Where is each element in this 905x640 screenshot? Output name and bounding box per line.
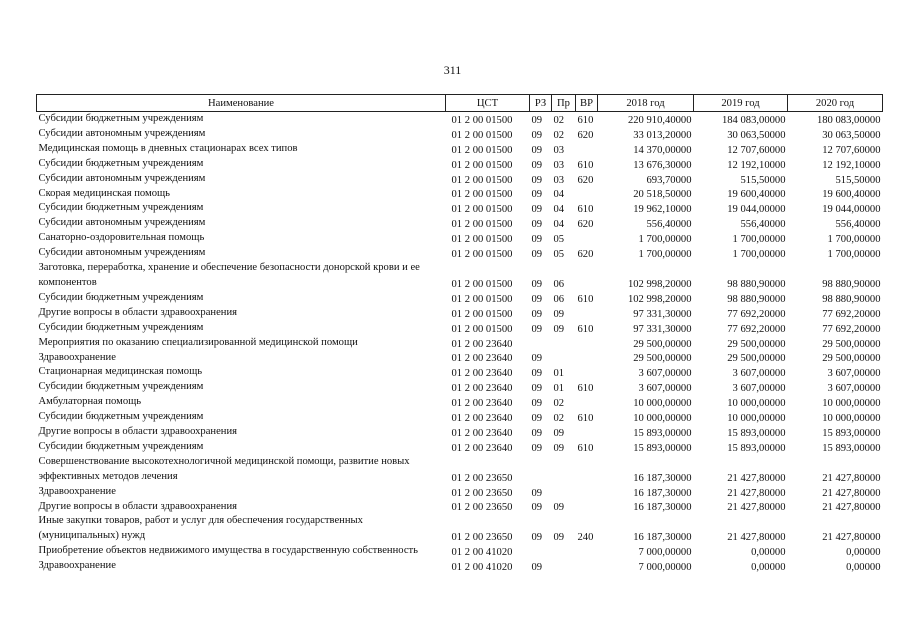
cell-rz: 09 (531, 353, 543, 365)
cell-vr (576, 187, 598, 202)
cell-vr (576, 306, 598, 321)
cell-name: Заготовка, переработка, хранение и обеспечение безопасности донорской крови и ее компонентов (38, 262, 420, 288)
cell-cst: 01 2 00 01500 (451, 114, 513, 126)
table-row (37, 365, 883, 380)
cell-2019: 77 692,20000 (727, 308, 786, 320)
table-row (37, 201, 883, 216)
table-row (37, 351, 883, 366)
cell-name: Субсидии автономным учреждениям (38, 127, 206, 139)
cell-cst: 01 2 00 23640 (451, 442, 513, 454)
cell-2020: 180 083,00000 (816, 114, 881, 126)
cell-2019: 30 063,50000 (727, 129, 786, 141)
cell-2019: 0,00000 (751, 562, 786, 574)
cell-name: Приобретение объектов недвижимого имущества в государственную собственность (38, 545, 418, 557)
cell-2018: 693,70000 (646, 174, 692, 186)
cell-cst: 01 2 00 01500 (451, 308, 513, 320)
cell-cst: 01 2 00 23640 (451, 413, 513, 425)
cell-2019: 19 600,40000 (727, 189, 786, 201)
cell-2018: 19 962,10000 (633, 204, 692, 216)
cell-2018: 97 331,30000 (633, 308, 692, 320)
cell-name: Другие вопросы в области здравоохранения (38, 426, 237, 438)
cell-rz: 09 (531, 502, 543, 514)
cell-2018: 29 500,00000 (633, 338, 692, 350)
cell-name: Другие вопросы в области здравоохранения (38, 306, 237, 318)
budget-table (36, 94, 883, 574)
cell-2020: 29 500,00000 (822, 353, 881, 365)
cell-cst: 01 2 00 23640 (451, 398, 513, 410)
cell-cst: 01 2 00 01500 (451, 129, 513, 141)
cell-2018: 1 700,00000 (638, 234, 692, 246)
cell-vr: 620 (577, 219, 594, 231)
page-number: 311 (443, 63, 462, 77)
cell-rz: 09 (531, 293, 543, 305)
cell-cst: 01 2 00 23650 (451, 472, 513, 484)
cell-2019: 98 880,90000 (727, 278, 786, 290)
cell-rz: 09 (531, 308, 543, 320)
table-row (37, 485, 883, 500)
cell-2018: 10 000,00000 (633, 413, 692, 425)
cell-rz: 09 (531, 174, 543, 186)
cell-2019: 21 427,80000 (727, 487, 786, 499)
cell-2019: 21 427,80000 (727, 502, 786, 514)
cell-2018: 7 000,00000 (638, 562, 692, 574)
cell-rz: 09 (531, 532, 543, 544)
cell-name: Здравоохранение (38, 560, 116, 572)
cell-vr: 610 (577, 114, 594, 126)
cell-name: Субсидии бюджетным учреждениям (38, 440, 204, 452)
cell-name: Здравоохранение (38, 351, 116, 363)
cell-cst: 01 2 00 23650 (451, 502, 513, 514)
cell-2018: 10 000,00000 (633, 398, 692, 410)
cell-name: Субсидии бюджетным учреждениям (38, 291, 204, 303)
cell-vr: 610 (577, 159, 594, 171)
cell-name: Скорая медицинская помощь (38, 187, 170, 199)
cell-name: Мероприятия по оказанию специализированной медицинской помощи (38, 336, 358, 348)
cell-2019: 29 500,00000 (727, 353, 786, 365)
cell-pr (552, 351, 576, 366)
table-header-row (37, 95, 883, 112)
cell-pr: 04 (553, 189, 565, 201)
cell-pr: 09 (553, 308, 565, 320)
cell-vr: 610 (577, 383, 594, 395)
table-row (37, 455, 883, 485)
cell-2020: 515,50000 (835, 174, 881, 186)
cell-2020: 0,00000 (846, 547, 881, 559)
cell-2019: 3 607,00000 (732, 368, 786, 380)
cell-name: Субсидии бюджетным учреждениям (38, 381, 204, 393)
cell-2020: 30 063,50000 (822, 129, 881, 141)
cell-name: Стационарная медицинская помощь (38, 366, 203, 378)
cell-pr: 02 (553, 398, 565, 410)
cell-2020: 21 427,80000 (822, 502, 881, 514)
cell-2019: 77 692,20000 (727, 323, 786, 335)
cell-2020: 10 000,00000 (822, 413, 881, 425)
table-row (37, 514, 883, 544)
cell-2019: 3 607,00000 (732, 383, 786, 395)
cell-2020: 1 700,00000 (827, 234, 881, 246)
cell-rz (530, 544, 552, 559)
cell-rz: 09 (531, 189, 543, 201)
table-row (37, 410, 883, 425)
cell-2018: 1 700,00000 (638, 249, 692, 261)
table-row (37, 544, 883, 559)
cell-cst: 01 2 00 01500 (451, 249, 513, 261)
cell-pr: 03 (553, 159, 565, 171)
cell-2019: 1 700,00000 (732, 249, 786, 261)
table-row (37, 306, 883, 321)
cell-2018: 33 013,20000 (633, 129, 692, 141)
cell-2020: 10 000,00000 (822, 398, 881, 410)
cell-cst: 01 2 00 23640 (451, 353, 513, 365)
cell-2020: 21 427,80000 (822, 487, 881, 499)
cell-vr (576, 485, 598, 500)
cell-rz: 09 (531, 278, 543, 290)
cell-rz: 09 (531, 368, 543, 380)
cell-vr: 610 (577, 442, 594, 454)
cell-2018: 14 370,00000 (633, 144, 692, 156)
cell-name: Иные закупки товаров, работ и услуг для обеспечения государственных (муниципальных) нужд (38, 515, 363, 542)
table-row (37, 500, 883, 515)
cell-name: Амбулаторная помощь (38, 396, 142, 408)
cell-pr: 04 (553, 219, 565, 231)
cell-pr: 03 (553, 144, 565, 156)
table-row (37, 216, 883, 231)
cell-2020: 98 880,90000 (822, 278, 881, 290)
cell-vr (576, 261, 598, 291)
cell-cst: 01 2 00 23650 (451, 487, 513, 499)
cell-name: Субсидии бюджетным учреждениям (38, 202, 204, 214)
cell-pr: 09 (553, 427, 565, 439)
cell-rz: 09 (531, 204, 543, 216)
cell-pr: 02 (553, 129, 565, 141)
cell-pr: 01 (553, 383, 565, 395)
table-body (37, 112, 883, 575)
cell-2020: 21 427,80000 (822, 532, 881, 544)
table-row (37, 187, 883, 202)
cell-rz: 09 (531, 562, 543, 574)
table-row (37, 157, 883, 172)
cell-2020: 15 893,00000 (822, 427, 881, 439)
cell-pr: 09 (553, 502, 565, 514)
cell-rz: 09 (531, 398, 543, 410)
cell-rz (530, 336, 552, 351)
cell-cst: 01 2 00 01500 (451, 174, 513, 186)
cell-vr (576, 544, 598, 559)
cell-name: Субсидии автономным учреждениям (38, 247, 206, 259)
cell-vr: 610 (577, 323, 594, 335)
cell-vr: 610 (577, 204, 594, 216)
cell-vr (576, 336, 598, 351)
table-row (37, 291, 883, 306)
header-name: Наименование (37, 95, 446, 112)
cell-2020: 77 692,20000 (822, 308, 881, 320)
cell-name: Медицинская помощь в дневных стационарах всех типов (38, 142, 298, 154)
cell-rz: 09 (531, 442, 543, 454)
header-2020: 2020 год (788, 95, 883, 112)
cell-name: Субсидии бюджетным учреждениям (38, 411, 204, 423)
cell-2019: 184 083,00000 (721, 114, 786, 126)
cell-2018: 13 676,30000 (633, 159, 692, 171)
cell-cst: 01 2 00 41020 (451, 562, 513, 574)
cell-2018: 3 607,00000 (638, 368, 692, 380)
cell-pr: 05 (553, 249, 565, 261)
cell-rz: 09 (531, 249, 543, 261)
cell-rz: 09 (531, 144, 543, 156)
cell-2018: 16 187,30000 (633, 532, 692, 544)
cell-pr: 09 (553, 323, 565, 335)
cell-pr: 09 (553, 442, 565, 454)
cell-2018: 7 000,00000 (638, 547, 692, 559)
cell-rz: 09 (531, 234, 543, 246)
cell-2020: 98 880,90000 (822, 293, 881, 305)
table-row (37, 172, 883, 187)
cell-2019: 0,00000 (751, 547, 786, 559)
cell-rz: 09 (531, 383, 543, 395)
table-row (37, 559, 883, 574)
cell-vr (576, 559, 598, 574)
cell-2019: 10 000,00000 (727, 413, 786, 425)
cell-2018: 15 893,00000 (633, 427, 692, 439)
cell-2020: 29 500,00000 (822, 338, 881, 350)
cell-vr (576, 142, 598, 157)
cell-2018: 102 998,20000 (627, 278, 692, 290)
cell-2018: 16 187,30000 (633, 487, 692, 499)
cell-2018: 102 998,20000 (627, 293, 692, 305)
cell-vr: 610 (577, 293, 594, 305)
cell-pr (552, 544, 576, 559)
cell-cst: 01 2 00 23650 (451, 532, 513, 544)
header-cst: ЦСТ (446, 95, 530, 112)
cell-pr: 06 (553, 293, 565, 305)
cell-cst: 01 2 00 01500 (451, 189, 513, 201)
cell-vr (576, 500, 598, 515)
cell-rz: 09 (531, 159, 543, 171)
table-row (37, 336, 883, 351)
cell-rz: 09 (531, 487, 543, 499)
cell-2019: 10 000,00000 (727, 398, 786, 410)
cell-2019: 1 700,00000 (732, 234, 786, 246)
table-row (37, 380, 883, 395)
cell-vr: 620 (577, 174, 594, 186)
cell-vr (576, 365, 598, 380)
cell-2020: 21 427,80000 (822, 472, 881, 484)
cell-2020: 0,00000 (846, 562, 881, 574)
table-row (37, 440, 883, 455)
cell-pr (552, 559, 576, 574)
cell-vr: 610 (577, 413, 594, 425)
cell-2018: 20 518,50000 (633, 189, 692, 201)
cell-2020: 556,40000 (835, 219, 881, 231)
cell-pr: 02 (553, 114, 565, 126)
table-row (37, 425, 883, 440)
cell-2018: 15 893,00000 (633, 442, 692, 454)
cell-name: Другие вопросы в области здравоохранения (38, 500, 237, 512)
cell-2019: 21 427,80000 (727, 532, 786, 544)
table-row (37, 395, 883, 410)
cell-pr (552, 485, 576, 500)
table-row (37, 127, 883, 142)
cell-2018: 220 910,40000 (627, 114, 692, 126)
cell-2019: 15 893,00000 (727, 427, 786, 439)
cell-rz: 09 (531, 129, 543, 141)
table-row (37, 261, 883, 291)
table-row (37, 246, 883, 261)
cell-2019: 556,40000 (740, 219, 786, 231)
cell-2019: 21 427,80000 (727, 472, 786, 484)
cell-cst: 01 2 00 01500 (451, 234, 513, 246)
cell-2019: 98 880,90000 (727, 293, 786, 305)
cell-2018: 3 607,00000 (638, 383, 692, 395)
cell-2019: 15 893,00000 (727, 442, 786, 454)
cell-name: Субсидии автономным учреждениям (38, 172, 206, 184)
cell-name: Субсидии бюджетным учреждениям (38, 113, 204, 124)
cell-rz: 09 (531, 219, 543, 231)
cell-2020: 77 692,20000 (822, 323, 881, 335)
cell-2019: 19 044,00000 (727, 204, 786, 216)
table-row (37, 112, 883, 127)
cell-cst: 01 2 00 01500 (451, 323, 513, 335)
table-row (37, 321, 883, 336)
cell-pr: 06 (553, 278, 565, 290)
cell-cst: 01 2 00 01500 (451, 144, 513, 156)
cell-vr: 240 (577, 532, 594, 544)
cell-cst: 01 2 00 23640 (451, 338, 513, 350)
cell-2020: 3 607,00000 (827, 368, 881, 380)
cell-2020: 15 893,00000 (822, 442, 881, 454)
cell-cst: 01 2 00 01500 (451, 293, 513, 305)
cell-vr (576, 231, 598, 246)
cell-2018: 29 500,00000 (633, 353, 692, 365)
header-vr: ВР (576, 95, 598, 112)
cell-rz (530, 455, 552, 485)
cell-pr (552, 336, 576, 351)
cell-pr (552, 455, 576, 485)
cell-2018: 16 187,30000 (633, 502, 692, 514)
cell-cst: 01 2 00 23640 (451, 368, 513, 380)
cell-vr: 620 (577, 249, 594, 261)
cell-2020: 1 700,00000 (827, 249, 881, 261)
cell-name: Совершенствование высокотехнологичной медицинской помощи, развитие новых эффективных методов лечения (38, 455, 410, 482)
cell-cst: 01 2 00 01500 (451, 204, 513, 216)
cell-vr (576, 455, 598, 485)
cell-2020: 19 044,00000 (822, 204, 881, 216)
cell-name: Субсидии бюджетным учреждениям (38, 321, 204, 333)
cell-pr: 09 (553, 532, 565, 544)
cell-vr: 620 (577, 129, 594, 141)
cell-2018: 556,40000 (646, 219, 692, 231)
cell-name: Субсидии бюджетным учреждениям (38, 157, 204, 169)
table-row (37, 142, 883, 157)
cell-cst: 01 2 00 23640 (451, 427, 513, 439)
cell-2019: 12 707,60000 (727, 144, 786, 156)
cell-2020: 12 707,60000 (822, 144, 881, 156)
cell-vr (576, 351, 598, 366)
cell-2018: 97 331,30000 (633, 323, 692, 335)
cell-rz: 09 (531, 323, 543, 335)
cell-2019: 12 192,10000 (727, 159, 786, 171)
cell-pr: 04 (553, 204, 565, 216)
cell-rz: 09 (531, 413, 543, 425)
cell-cst: 01 2 00 23640 (451, 383, 513, 395)
cell-2020: 3 607,00000 (827, 383, 881, 395)
cell-2018: 16 187,30000 (633, 472, 692, 484)
cell-rz: 09 (531, 114, 543, 126)
table-row (37, 231, 883, 246)
header-rz: РЗ (530, 95, 552, 112)
header-2019: 2019 год (694, 95, 788, 112)
cell-name: Санаторно-оздоровительная помощь (38, 232, 205, 244)
cell-2020: 19 600,40000 (822, 189, 881, 201)
cell-name: Здравоохранение (38, 485, 116, 497)
cell-pr: 03 (553, 174, 565, 186)
cell-2019: 515,50000 (740, 174, 786, 186)
header-2018: 2018 год (598, 95, 694, 112)
cell-cst: 01 2 00 01500 (451, 219, 513, 231)
cell-2019: 29 500,00000 (727, 338, 786, 350)
cell-vr (576, 395, 598, 410)
cell-cst: 01 2 00 01500 (451, 159, 513, 171)
cell-vr (576, 425, 598, 440)
cell-pr: 01 (553, 368, 565, 380)
cell-pr: 05 (553, 234, 565, 246)
cell-cst: 01 2 00 01500 (451, 278, 513, 290)
cell-rz: 09 (531, 427, 543, 439)
cell-cst: 01 2 00 41020 (451, 547, 513, 559)
cell-2020: 12 192,10000 (822, 159, 881, 171)
cell-name: Субсидии автономным учреждениям (38, 217, 206, 229)
cell-pr: 02 (553, 413, 565, 425)
header-pr: Пр (552, 95, 576, 112)
